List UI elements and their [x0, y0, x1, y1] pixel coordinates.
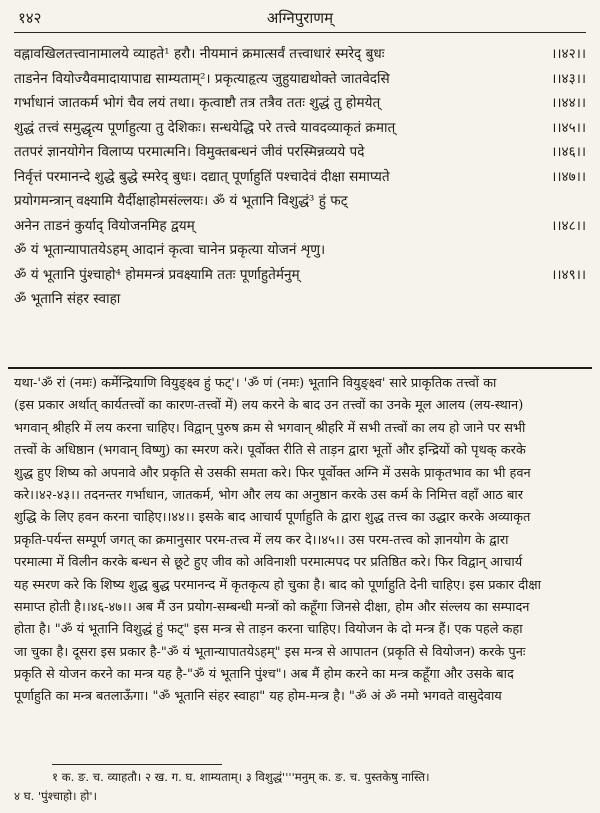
verse-number: ।।४५।।	[551, 119, 586, 136]
sanskrit-verses	[14, 42, 586, 312]
prose-line: तत्त्वों के अधिष्ठान (भगवान् विष्णु) का स्मरण करे। पूर्वोक्त रीति से ताड़न द्वारा भूतों और इन्द्रियों को पृथक् करके	[14, 443, 526, 459]
verse-line	[14, 165, 586, 190]
footnotes	[14, 768, 586, 806]
section-divider	[8, 367, 592, 369]
prose-line: प्रकृति-पर्यन्त सम्पूर्ण जगत् का क्रमानुसार परम-तत्त्व में लय कर दे।।४५।। उस परम-तत्त्व को ज्ञानयोग के द्वारा	[14, 532, 509, 548]
verse-line	[14, 263, 586, 288]
hindi-translation	[14, 373, 586, 709]
verse-line	[14, 189, 586, 214]
verse-line	[14, 140, 586, 165]
verse-text: ॐ भूतानि संहर स्वाहा	[14, 291, 121, 307]
verse-text: ॐ यं भूतान्यापातयेऽहम् आदानं कृत्वा चानेन प्रकृत्या योजनं शृणु।	[14, 242, 326, 258]
prose-line: यथा-'ॐ रां (नमः) कर्मेन्द्रियाणि वियुङ्क्ष्व हुं फट्'। 'ॐ णं (नमः) भूतानि वियुङ्क्ष्व' सारे प्राकृतिक तत्त्वों का	[14, 376, 497, 391]
verse-number: ।।४७।।	[551, 168, 586, 185]
page-number: १४२	[18, 9, 42, 27]
verse-number: ।।४६।।	[551, 144, 586, 160]
verse-number: ।।४४।।	[551, 95, 586, 111]
prose-line: प्रकृति से योजन करने का मन्त्र यह है-"ॐ यं भूतानि पुंश्च"। अब मैं होम करने का मन्त्र कहूँगा और उसके बाद	[14, 667, 514, 683]
prose-line: यह स्मरण करे कि शिष्य शुद्ध बुद्ध परमानन्द में कृतकृत्य हो चुका है। बाद को पूर्णाहुति देनी चाहिए। इस प्रकार दीक्षा	[14, 577, 541, 593]
prose-line: जा चुका है। दूसरा इस प्रकार है-"ॐ यं भूतान्यापातयेऽहम्" इस मन्त्र से आपातन (प्रकृति से वियोजन) करके पुनः	[14, 644, 526, 660]
prose-line: परमात्मा में विलीन करके बन्धन से छूटे हुए जीव को अविनाशी परमात्मपद पर प्रतिष्ठित करे। फिर विद्वान् आचार्य	[14, 555, 523, 571]
footnote-rule	[52, 764, 222, 765]
prose-line: शुद्ध हुए शिष्य को अपनावे और प्रकृति से उसकी समता करे। फिर पूर्वोक्त अग्नि में उसके प्राकृतभाव का भी हवन	[14, 465, 531, 481]
footnote-line: १ क. ङ. च. व्याहतौ। २ ख. ग. घ. शाम्यताम्। ३ विशुद्धं''''मनुम् क. ङ. च. पुस्तकेषु नास्ति।	[52, 770, 430, 784]
verse-line	[14, 238, 586, 263]
prose-line: (इस प्रकार अर्थात् कार्यतत्त्वों का कारण-तत्त्वों में) लय करने के बाद उन तत्त्वों का उनके मूल आलय (लय-स्थान)	[14, 398, 524, 414]
prose-line: शुद्धि के लिए हवन करना चाहिए।।४४।। इसके बाद आचार्य पूर्णाहुति के द्वारा शुद्ध तत्त्व का उद्धार करके अव्याकृत	[14, 510, 531, 526]
verse-text: गर्भाधानं जातकर्म भोगं चैव लयं तथा। कृत्वाष्टौ तत्र तत्रैव ततः शुद्धं तु होमयेत्	[14, 95, 381, 111]
footnote-line: ४ घ. 'पुंश्चाहो। हो'।	[14, 789, 97, 803]
prose-line: पूर्णाहुति का मन्त्र बतलाऊँगा। "ॐ भूतानि संहर स्वाहा" यह होम-मन्त्र है। "ॐ अं ॐ नमो भगवते वासुदेवाय	[14, 689, 502, 705]
header-rule	[14, 32, 586, 33]
page-header	[18, 4, 582, 30]
verse-number: ।।४२।।	[551, 46, 586, 62]
prose-line: करे।।४२-४३।। तदनन्तर गर्भाधान, जातकर्म, भोग और लय का अनुष्ठान करके उस कर्म के निमित्त वहाँ आठ बार	[14, 487, 523, 503]
verse-text: प्रयोगमन्त्रान् वक्ष्यामि यैर्दीक्षाहोमसंल्लयः। ॐ यं भूतानि विशुद्धं³ हुं फट्	[14, 193, 348, 209]
verse-text: अनेन ताडनं कुर्याद् वियोजनमिह द्वयम्	[14, 217, 195, 234]
verse-text: वह्नावखिलतत्त्वानामालये व्याहते¹ हरौ। नीयमानं क्रमात्सर्वं तत्त्वाधारं स्मरेद् बुधः	[14, 46, 385, 62]
prose-line: भगवान् श्रीहरि में लय करना चाहिए। विद्वान् पुरुष क्रम से भगवान् श्रीहरि में सभी तत्त्वों का लय हो जाने पर सभी	[14, 420, 526, 436]
verse-line	[14, 91, 586, 116]
verse-number: ।।४८।।	[551, 217, 586, 234]
verse-number: ।।४३।।	[551, 70, 586, 87]
verse-line	[14, 116, 586, 141]
verse-text: ततपरं ज्ञानयोगेन विलाप्य परमात्मनि। विमुक्तबन्धनं जीवं परस्मिन्नव्यये पदे	[14, 144, 365, 160]
running-title: अग्निपुराणम्	[266, 9, 334, 27]
prose-line: समाप्त होती है।।४६-४७।। अब मैं उन प्रयोग-सम्बन्धी मन्त्रों को कहूँगा जिनसे दीक्षा, होम और संल्लय का सम्पादन	[14, 599, 530, 615]
verse-line	[14, 42, 586, 67]
verse-number: ।।४९।।	[551, 266, 586, 283]
verse-text: ॐ यं भूतानि पुंश्चाहो⁴ होममन्त्रं प्रवक्ष्यामि ततः पूर्णाहुतेर्मनुम्	[14, 266, 300, 283]
verse-text: निर्वृत्तं परमानन्दे शुद्धे बुद्धे स्मरेद् बुधः। दद्यात् पूर्णाहुतिं पश्चादेवं दीक्षा समाप्यते	[14, 168, 390, 185]
verse-line	[14, 214, 586, 239]
verse-text: ताडनेन वियोज्यैवमादायापाद्य साम्यताम्²। प्रकृत्याहृत्य जुहुयाद्यथोक्ते जातवेदसि	[14, 70, 390, 87]
verse-line	[14, 287, 586, 312]
verse-line	[14, 67, 586, 92]
prose-line: होता है। "ॐ यं भूतानि विशुद्धं हुं फट्" इस मन्त्र से ताड़न करना चाहिए। वियोजन के दो मन्त्र हैं। एक पहले कहा	[14, 622, 523, 638]
verse-text: शुद्धं तत्त्वं समुद्धृत्य पूर्णाहुत्या तु देशिकः। सन्धयेद्धि परे तत्त्वे यावदव्याकृतं क्रमात्	[14, 119, 396, 136]
